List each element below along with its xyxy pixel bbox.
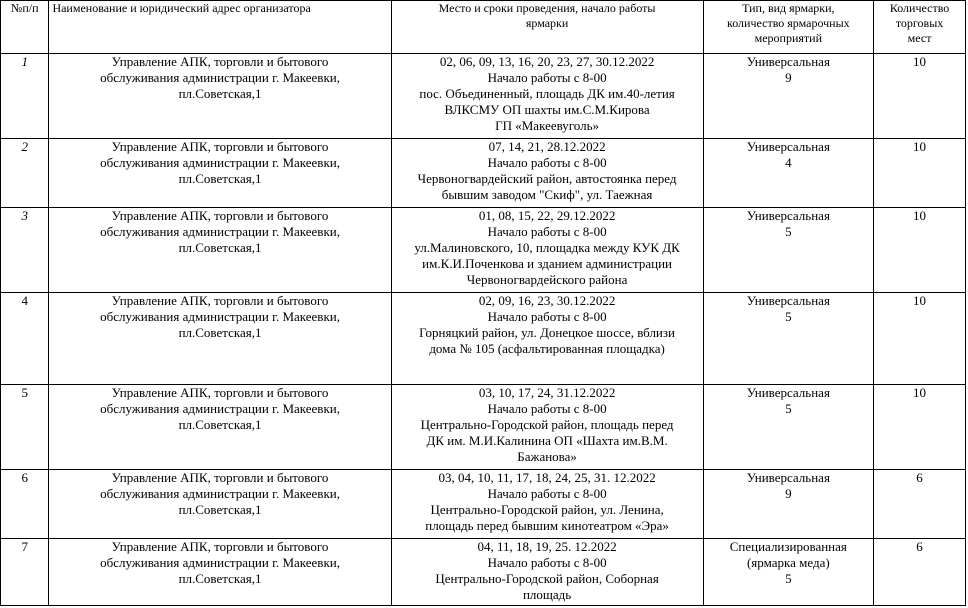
header-num: №п/п bbox=[1, 1, 49, 54]
places-cell: 10 bbox=[874, 385, 966, 470]
places-cell: 10 bbox=[874, 208, 966, 293]
type-cell: Универсальная 5 bbox=[703, 208, 874, 293]
place-cell: 04, 11, 18, 19, 25. 12.2022 Начало работы с 8-00 Центрально-Городской район, Соборная площадь bbox=[391, 539, 703, 606]
table-row bbox=[1, 293, 966, 385]
table-row bbox=[1, 208, 966, 293]
table-row bbox=[1, 139, 966, 208]
row-number: 2 bbox=[1, 139, 49, 208]
table-row bbox=[1, 385, 966, 470]
table-row bbox=[1, 470, 966, 539]
header-place: Место и сроки проведения, начало работы ярмарки bbox=[391, 1, 703, 54]
place-cell: 02, 06, 09, 13, 16, 20, 23, 27, 30.12.2022 Начало работы с 8-00 пос. Объединенный, площадь ДК им.40-летия ВЛКСМУ ОП шахты им.С.М.Кирова ГП «Макеевуголь» bbox=[391, 54, 703, 139]
row-number: 6 bbox=[1, 470, 49, 539]
type-cell: Универсальная 9 bbox=[703, 470, 874, 539]
row-number: 5 bbox=[1, 385, 49, 470]
row-number: 3 bbox=[1, 208, 49, 293]
organizer-cell: Управление АПК, торговли и бытового обслуживания администрации г. Макеевки, пл.Советская,1 bbox=[49, 54, 391, 139]
type-cell: Универсальная 5 bbox=[703, 293, 874, 385]
organizer-cell: Управление АПК, торговли и бытового обслуживания администрации г. Макеевки, пл.Советская,1 bbox=[49, 470, 391, 539]
place-cell: 01, 08, 15, 22, 29.12.2022 Начало работы с 8-00 ул.Малиновского, 10, площадка между КУК ДК им.К.И.Поченкова и зданием администрации Червоногвардейского района bbox=[391, 208, 703, 293]
organizer-cell: Управление АПК, торговли и бытового обслуживания администрации г. Макеевки, пл.Советская,1 bbox=[49, 139, 391, 208]
place-cell: 02, 09, 16, 23, 30.12.2022 Начало работы с 8-00 Горняцкий район, ул. Донецкое шоссе, вблизи дома № 105 (асфальтированная площадка) bbox=[391, 293, 703, 385]
table-row bbox=[1, 54, 966, 139]
header-places: Количество торговых мест bbox=[874, 1, 966, 54]
places-cell: 6 bbox=[874, 470, 966, 539]
table-row bbox=[1, 539, 966, 606]
organizer-cell: Управление АПК, торговли и бытового обслуживания администрации г. Макеевки, пл.Советская,1 bbox=[49, 293, 391, 385]
type-cell: Универсальная 5 bbox=[703, 385, 874, 470]
type-cell: Универсальная 9 bbox=[703, 54, 874, 139]
places-cell: 10 bbox=[874, 139, 966, 208]
header-type: Тип, вид ярмарки, количество ярмарочных мероприятий bbox=[703, 1, 874, 54]
organizer-cell: Управление АПК, торговли и бытового обслуживания администрации г. Макеевки, пл.Советская,1 bbox=[49, 208, 391, 293]
places-cell: 6 bbox=[874, 539, 966, 606]
place-cell: 03, 04, 10, 11, 17, 18, 24, 25, 31. 12.2022 Начало работы с 8-00 Центрально-Городской район, ул. Ленина, площадь перед бывшим кинотеатром «Эра» bbox=[391, 470, 703, 539]
header-row bbox=[1, 1, 966, 54]
place-cell: 07, 14, 21, 28.12.2022 Начало работы с 8-00 Червоногвардейский район, автостоянка перед бывшим заводом "Скиф", ул. Таежная bbox=[391, 139, 703, 208]
organizer-cell: Управление АПК, торговли и бытового обслуживания администрации г. Макеевки, пл.Советская,1 bbox=[49, 539, 391, 606]
row-number: 4 bbox=[1, 293, 49, 385]
places-cell: 10 bbox=[874, 293, 966, 385]
type-cell: Специализированная (ярмарка меда) 5 bbox=[703, 539, 874, 606]
row-number: 7 bbox=[1, 539, 49, 606]
type-cell: Универсальная 4 bbox=[703, 139, 874, 208]
organizer-cell: Управление АПК, торговли и бытового обслуживания администрации г. Макеевки, пл.Советская,1 bbox=[49, 385, 391, 470]
places-cell: 10 bbox=[874, 54, 966, 139]
row-number: 1 bbox=[1, 54, 49, 139]
place-cell: 03, 10, 17, 24, 31.12.2022 Начало работы с 8-00 Центрально-Городской район, площадь перед ДК им. М.И.Калинина ОП «Шахта им.В.М. Бажанова» bbox=[391, 385, 703, 470]
header-org: Наименование и юридический адрес организатора bbox=[49, 1, 391, 54]
